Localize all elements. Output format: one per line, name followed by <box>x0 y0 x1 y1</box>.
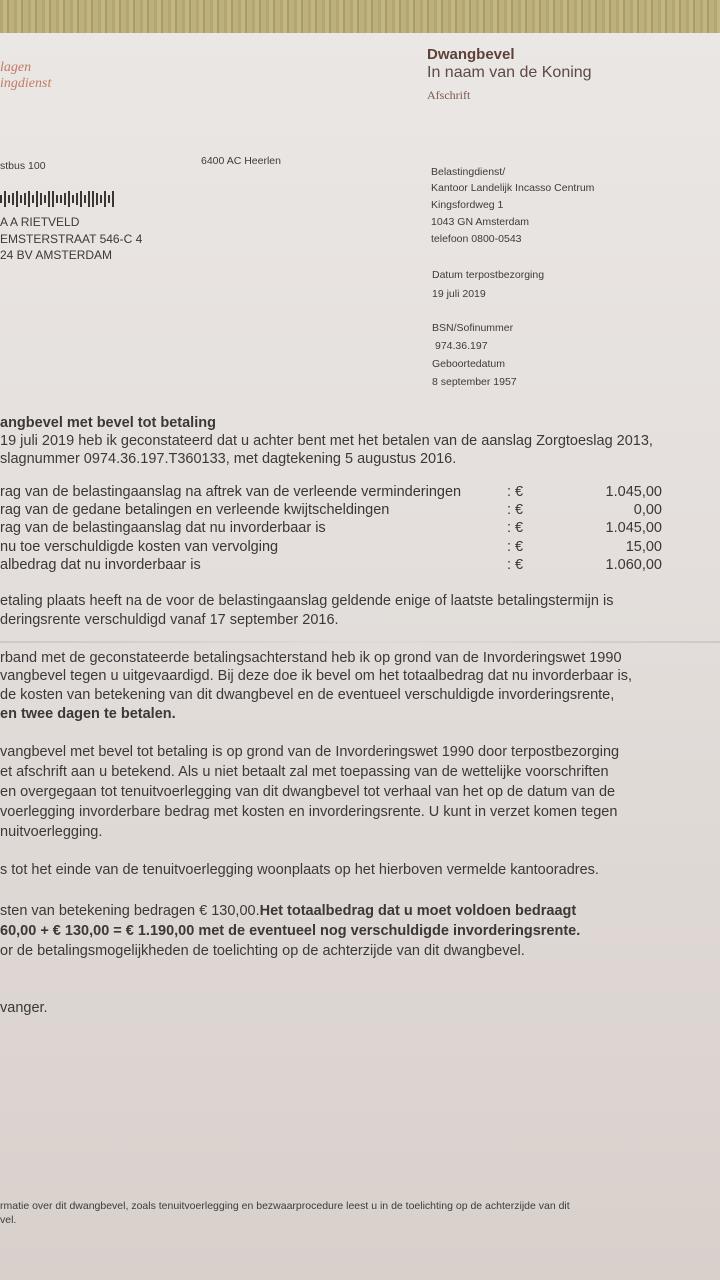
amount-value: 1.060,00 <box>605 557 662 573</box>
wood-table-background <box>0 0 720 36</box>
costs-line-3: or de betalingsmogelijkheden de toelichting op de achterzijde van dit dwangbevel. <box>0 943 525 959</box>
amount-label: rag van de gedane betalingen en verleende kwijtscheldingen <box>0 502 390 518</box>
currency: : € <box>507 539 524 555</box>
bsn-value: 974.36.197 <box>435 340 488 352</box>
currency: : € <box>507 520 524 536</box>
service-line: en overgegaan tot tenuitvoerlegging van dit dwangbevel tot verhaal van het op de datum van de <box>0 784 616 800</box>
service-line: vangbevel met bevel tot betaling is op grond van de Invorderingswet 1990 door terpostbezorging <box>0 744 620 760</box>
intro-line: 19 juli 2019 heb ik geconstateerd dat u achter bent met het betalen van de aanslag Zorgtoeslag 2013, <box>0 433 653 449</box>
order-line: de kosten van betekening van dit dwangbevel en de eventueel verschuldigde invorderingsrente, <box>0 687 615 703</box>
recipient-city: 24 BV AMSTERDAM <box>0 248 113 262</box>
sender-line-1: Belastingdienst/ <box>431 166 506 178</box>
logo-line-1: lagen <box>0 60 32 75</box>
footer-line: vel. <box>0 1214 17 1226</box>
dob-value: 8 september 1957 <box>432 376 517 388</box>
total-text: Het totaalbedrag dat u moet voldoen bedraagt <box>259 903 577 919</box>
currency: : € <box>507 484 524 500</box>
recipient-street: EMSTERSTRAAT 546-C 4 <box>0 232 143 246</box>
footer-line: rmatie over dit dwangbevel, zoals tenuitvoerlegging en bezwaarprocedure leest u in de toelichting op de achterzijde van dit <box>0 1200 570 1212</box>
document-title: Dwangbevel <box>427 46 515 63</box>
interest-line: deringsrente verschuldigd vanaf 17 september 2016. <box>0 612 339 628</box>
costs-line-2: 60,00 + € 130,00 = € 1.190,00 met de eventueel nog verschuldigde invorderingsrente. <box>0 923 581 939</box>
interest-line: etaling plaats heeft na de voor de belastingaanslag geldende enige of laatste betalingstermijn is <box>0 593 614 609</box>
copy-label: Afschrift <box>427 88 471 102</box>
costs-text: sten van betekening bedragen € 130,00. <box>0 903 260 919</box>
recipient-name: A A RIETVELD <box>0 215 80 229</box>
date-label: Datum terpostbezorging <box>432 269 545 281</box>
paper-fold <box>0 641 720 643</box>
sender-line-3: Kingsfordweg 1 <box>431 199 504 211</box>
postal-barcode <box>0 189 114 209</box>
dob-label: Geboortedatum <box>432 358 505 370</box>
logo-line-2: ingdienst <box>0 76 52 91</box>
amount-label: rag van de belastingaanslag na aftrek van de verleende verminderingen <box>0 484 462 500</box>
service-line: nuitvoerlegging. <box>0 824 103 840</box>
section-title: angbevel met bevel tot betaling <box>0 415 216 431</box>
amount-value: 15,00 <box>625 539 662 555</box>
costs-line-1 <box>0 903 576 919</box>
signoff: vanger. <box>0 1000 48 1016</box>
sender-line-4: 1043 GN Amsterdam <box>431 216 530 228</box>
amount-label: rag van de belastingaanslag dat nu invorderbaar is <box>0 520 326 536</box>
amount-value: 0,00 <box>633 502 662 518</box>
return-city: 6400 AC Heerlen <box>201 155 281 167</box>
return-pobox: stbus 100 <box>0 160 46 172</box>
sender-line-5: telefoon 0800-0543 <box>431 233 522 245</box>
currency: : € <box>507 502 524 518</box>
intro-line: slagnummer 0974.36.197.T360133, met dagtekening 5 augustus 2016. <box>0 451 457 467</box>
bsn-label: BSN/Sofinummer <box>432 322 514 334</box>
service-line: voerlegging invorderbare bedrag met kosten en invorderingsrente. U kunt in verzet komen tegen <box>0 804 618 820</box>
amount-label: nu toe verschuldigde kosten van vervolging <box>0 539 279 555</box>
order-deadline: en twee dagen te betalen. <box>0 706 176 722</box>
date-value: 19 juli 2019 <box>432 288 486 300</box>
order-line: rband met de geconstateerde betalingsachterstand heb ik op grond van de Invorderingswet 1990 <box>0 650 622 666</box>
order-line: vangbevel tegen u uitgevaardigd. Bij deze doe ik bevel om het totaalbedrag dat nu invorderbaar is, <box>0 668 632 684</box>
amount-label: albedrag dat nu invorderbaar is <box>0 557 201 573</box>
service-line: et afschrift aan u betekend. Als u niet betaalt zal met toepassing van de wettelijke voorschriften <box>0 764 609 780</box>
sender-line-2: Kantoor Landelijk Incasso Centrum <box>431 182 595 194</box>
amount-value: 1.045,00 <box>605 520 662 536</box>
currency: : € <box>507 557 524 573</box>
domicile-line: s tot het einde van de tenuitvoerlegging woonplaats op het hierboven vermelde kantooradres. <box>0 862 599 878</box>
document-subtitle: In naam van de Koning <box>427 64 592 81</box>
amount-value: 1.045,00 <box>605 484 662 500</box>
